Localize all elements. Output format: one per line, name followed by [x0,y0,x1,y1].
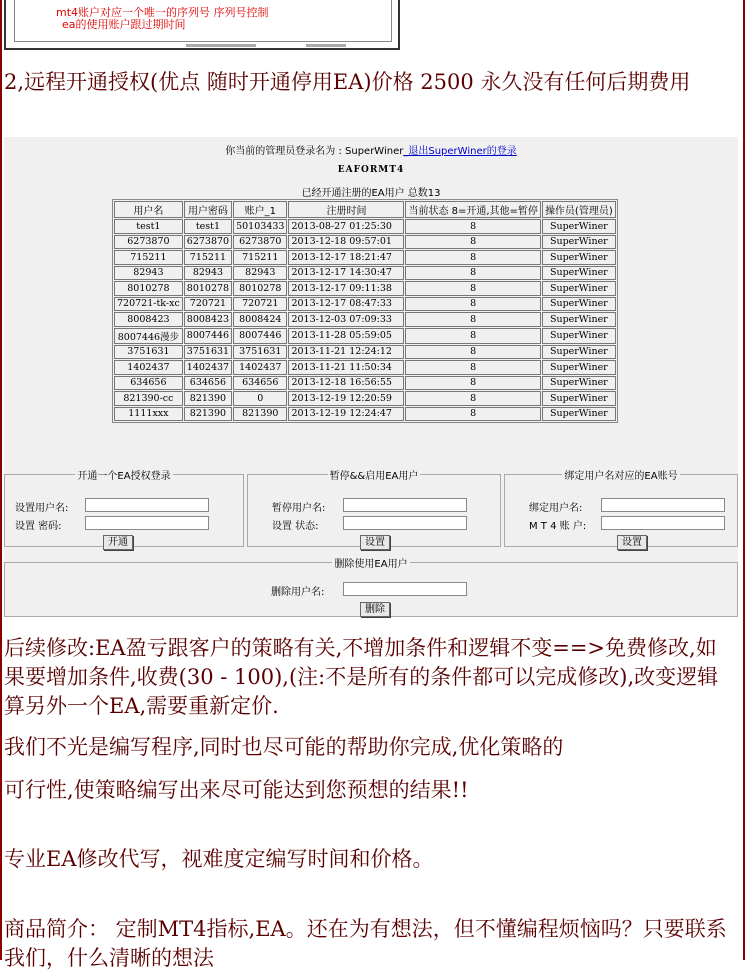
table-cell: 8007446 [184,328,232,344]
col-header: 当前状态 8=开通,其他=暂停 [405,201,540,218]
table-cell: 8 [405,281,540,296]
table-cell: 8 [405,312,540,327]
table-cell: SuperWiner [542,360,616,375]
pause-user-input[interactable] [343,498,467,512]
table-cell: 821390 [184,407,232,422]
pause-set-button[interactable]: 设置 [360,535,390,550]
table-cell: 2013-12-19 12:24:47 [288,407,404,422]
delete-form-legend: 删除使用EA用户 [334,559,408,570]
intro-paragraph: 2,远程开通授权(优点 随时开通停用EA)价格 2500 永久没有任何后期费用 [4,70,691,94]
table-cell: 82943 [184,266,232,281]
delete-user-label: 删除用户名: [271,587,325,598]
table-cell: 8 [405,376,540,391]
col-header: 用户名 [114,201,183,218]
table-cell: 8 [405,345,540,360]
admin-panel [4,137,738,617]
table-cell: 2013-12-17 18:21:47 [288,250,404,265]
bind-account-label: M T 4 账 户: [529,521,587,532]
open-pass-input[interactable] [85,516,209,530]
bind-account-input[interactable] [601,516,725,530]
login-status [4,142,738,157]
table-cell: 8010278 [114,281,183,296]
login-prefix: 你当前的管理员登录名为 : SuperWiner [225,146,404,157]
table-cell: test1 [114,219,183,234]
table-cell: 8 [405,266,540,281]
table-cell: 634656 [233,376,287,391]
table-cell: 8 [405,328,540,344]
col-header: 用户密码 [184,201,232,218]
table-cell: 2013-11-28 05:59:05 [288,328,404,344]
logout-link[interactable]: _退出SuperWiner的登录 [403,146,517,157]
table-cell: 0 [233,391,287,406]
table-cell: 821390 [233,407,287,422]
table-row [114,235,616,250]
table-cell: 634656 [114,376,183,391]
users-table [112,199,618,423]
table-cell: 8 [405,297,540,312]
help-text-line1: 我们不光是编写程序,同时也尽可能的帮助你完成,优化策略的 [4,735,564,759]
pause-status-label: 设置 状态: [272,521,319,532]
table-cell: 720721 [233,297,287,312]
table-cell: 1402437 [233,360,287,375]
table-cell: 50103433 [233,219,287,234]
table-cell: 634656 [184,376,232,391]
table-cell: 2013-12-18 09:57:01 [288,235,404,250]
users-table-body [114,219,616,421]
table-cell: 2013-11-21 11:50:34 [288,360,404,375]
table-cell: 720721 [184,297,232,312]
table-cell: 2013-12-17 14:30:47 [288,266,404,281]
pause-form-legend: 暂停&&启用EA用户 [329,471,419,482]
table-cell: SuperWiner [542,407,616,422]
bind-form-legend: 绑定用户名对应的EA账号 [564,471,678,482]
col-header: 注册时间 [288,201,404,218]
open-button[interactable]: 开通 [103,535,133,550]
table-cell: 8 [405,219,540,234]
panel-title: EAFORMT4 [337,165,405,175]
table-cell: SuperWiner [542,235,616,250]
table-row [114,407,616,422]
table-header-row [114,201,616,218]
table-cell: 6273870 [233,235,287,250]
table-cell: SuperWiner [542,281,616,296]
table-cell: 3751631 [114,345,183,360]
table-cell: 8010278 [184,281,232,296]
product-intro-text: 商品简介： 定制MT4指标,EA。还在为有想法，但不懂编程烦恼吗？只要联系我们，什么清晰的想法 [4,917,727,970]
table-cell: 3751631 [184,345,232,360]
table-cell: 8007446漫步 [114,328,183,344]
table-row [114,345,616,360]
table-row [114,250,616,265]
help-text-line2: 可行性,使策略编写出来尽可能达到您预想的结果!! [4,778,469,802]
table-cell: SuperWiner [542,391,616,406]
top-screenshot-bar [186,44,256,47]
open-user-input[interactable] [85,498,209,512]
table-cell: 8008423 [114,312,183,327]
table-cell: 8007446 [233,328,287,344]
table-cell: 2013-12-03 07:09:33 [288,312,404,327]
delete-button[interactable]: 删除 [360,602,390,617]
table-cell: 8 [405,235,540,250]
table-cell: 8 [405,407,540,422]
table-cell: SuperWiner [542,328,616,344]
right-border [743,0,745,960]
table-cell: 2013-12-18 16:56:55 [288,376,404,391]
professional-service-text: 专业EA修改代写，视难度定编写时间和价格。 [4,847,434,871]
col-header: 账户_1 [233,201,287,218]
table-row [114,312,616,327]
table-cell: SuperWiner [542,219,616,234]
table-cell: 821390-cc [114,391,183,406]
table-cell: 8008424 [233,312,287,327]
table-cell: 1111xxx [114,407,183,422]
delete-user-input[interactable] [343,582,467,596]
top-screenshot-line2: ea的使用账户跟过期时间 [62,18,186,31]
table-row [114,328,616,344]
table-cell: SuperWiner [542,297,616,312]
pause-status-input[interactable] [343,516,467,530]
left-border [0,0,2,960]
table-cell: SuperWiner [542,250,616,265]
table-cell: 82943 [233,266,287,281]
table-cell: 8 [405,360,540,375]
open-pass-label: 设置 密码: [15,521,62,532]
table-cell: 715211 [184,250,232,265]
top-screenshot-line1: mt4账户对应一个唯一的序列号 序列号控制 [56,6,269,19]
table-row [114,391,616,406]
open-form-legend: 开通一个EA授权登录 [77,471,171,482]
top-screenshot-bar [306,44,346,47]
bind-account-form [504,467,738,547]
table-cell: 720721-tk-xc [114,297,183,312]
bind-set-button[interactable]: 设置 [617,535,647,550]
table-cell: 1402437 [114,360,183,375]
table-cell: 715211 [114,250,183,265]
table-cell: SuperWiner [542,312,616,327]
table-cell: 8 [405,250,540,265]
table-cell: 821390 [184,391,232,406]
table-row [114,266,616,281]
bind-user-input[interactable] [601,498,725,512]
table-cell: 2013-08-27 01:25:30 [288,219,404,234]
pause-user-label: 暂停用户名: [272,503,326,514]
open-user-label: 设置用户名: [15,503,69,514]
table-row [114,297,616,312]
table-cell: 715211 [233,250,287,265]
table-cell: 2013-12-17 09:11:38 [288,281,404,296]
pause-user-form [247,467,501,547]
table-row [114,376,616,391]
open-user-form [4,467,244,547]
table-cell: 8 [405,391,540,406]
table-cell: test1 [184,219,232,234]
table-row [114,281,616,296]
col-header: 操作员(管理员) [542,201,616,218]
table-cell: 1402437 [184,360,232,375]
table-cell: SuperWiner [542,266,616,281]
table-cell: 3751631 [233,345,287,360]
table-cell: 82943 [114,266,183,281]
table-row [114,360,616,375]
table-cell: 2013-12-17 08:47:33 [288,297,404,312]
bind-user-label: 绑定用户名: [529,503,583,514]
delete-user-form [4,555,738,617]
table-cell: 2013-12-19 12:20:59 [288,391,404,406]
table-cell: 8008423 [184,312,232,327]
table-cell: 8010278 [233,281,287,296]
table-cell: SuperWiner [542,345,616,360]
table-cell: 2013-11-21 12:24:12 [288,345,404,360]
user-count: 已经开通注册的EA用户 总数13 [301,188,441,199]
table-cell: 6273870 [184,235,232,250]
table-row [114,219,616,234]
table-cell: SuperWiner [542,376,616,391]
table-cell: 6273870 [114,235,183,250]
top-screenshot-image [4,0,400,50]
modification-note: 后续修改:EA盈亏跟客户的策略有关,不增加条件和逻辑不变==>免费修改,如果要增加条件,收费(30 - 100),(注:不是所有的条件都可以完成修改),改变逻辑算另外一个EA,需要重新定价. [4,636,719,718]
